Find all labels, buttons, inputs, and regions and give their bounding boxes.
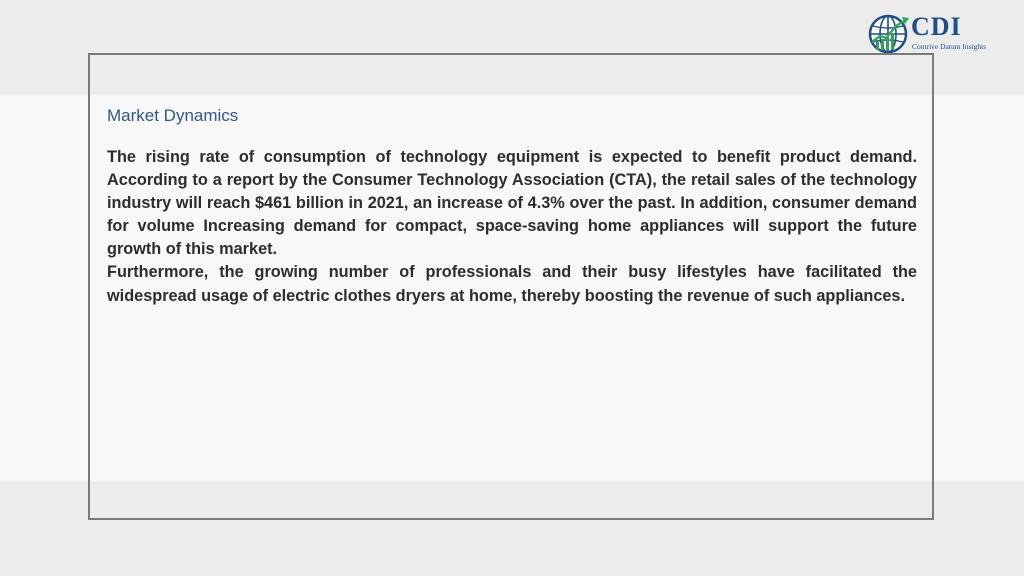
paragraph: Furthermore, the growing number of professionals and their busy lifestyles have facilitated the widespread usage of electric clothes dryers at home, thereby boosting the revenue of such appliances.: [107, 263, 917, 305]
section-heading: Market Dynamics: [107, 106, 239, 125]
logo-wordmark: CDI: [911, 12, 962, 41]
paragraph: The rising rate of consumption of technology equipment is expected to benefit product demand. According to a report by the Consumer Technology Association (CTA), the retail sales of the technology industry will reach $461 billion in 2021, an increase of 4.3% over the past. In addition, consumer demand for volume Increasing demand for compact, space-saving home appliances will support the future growth of this market.: [107, 148, 917, 259]
globe-chart-icon: [866, 12, 910, 54]
logo-tagline: Contrive Datum Insights: [912, 42, 987, 51]
cdi-logo: [864, 10, 1014, 56]
section-body: [107, 146, 917, 308]
